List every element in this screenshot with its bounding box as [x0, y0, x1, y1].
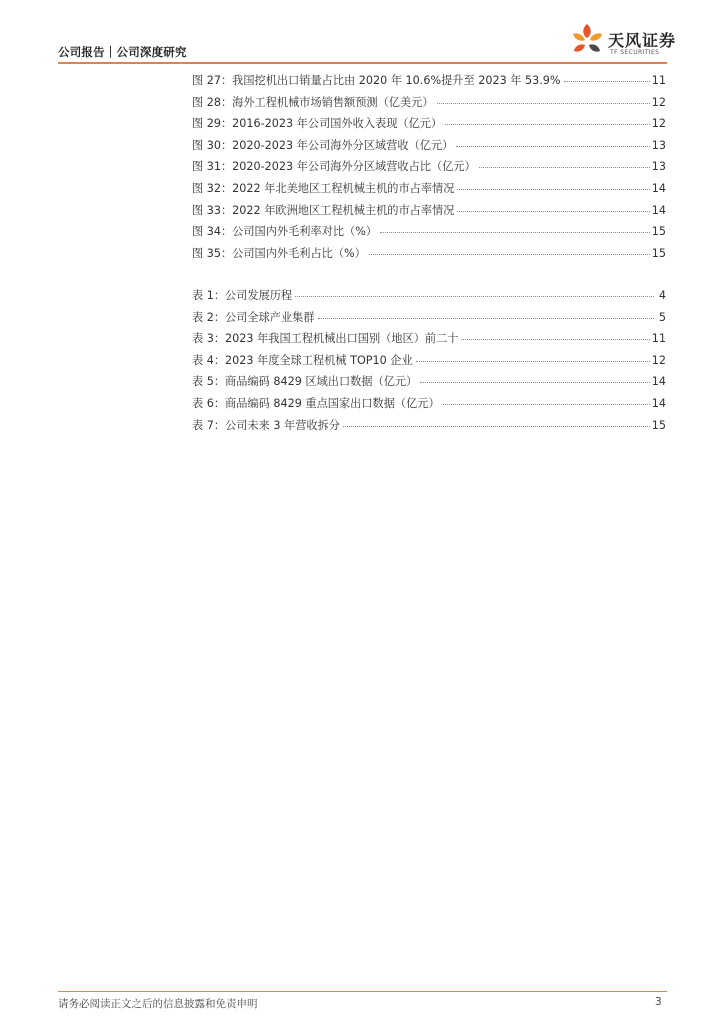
toc-entry-page: 14 [651, 396, 666, 410]
toc-entry-page: 13 [651, 160, 666, 174]
toc-entry[interactable] [192, 70, 666, 92]
dot-leader [456, 136, 649, 147]
dot-leader [479, 157, 650, 168]
dot-leader [343, 416, 650, 427]
figure-index [192, 70, 666, 264]
toc-entry-page: 12 [651, 117, 666, 131]
logo-name-cn: 天风证券 [608, 31, 677, 50]
dot-leader [457, 201, 649, 212]
toc-entry-page: 14 [651, 181, 666, 195]
toc-entry[interactable] [192, 285, 666, 307]
dot-leader [295, 286, 654, 297]
toc-entry-label: 表 5：商品编码 8429 区域出口数据（亿元） [192, 375, 418, 389]
toc-entry-label: 表 2：公司全球产业集群 [192, 310, 315, 324]
toc-entry-label: 图 28：海外工程机械市场销售额预测（亿美元） [192, 95, 434, 109]
dot-leader [443, 394, 650, 405]
toc-entry-label: 表 6：商品编码 8429 重点国家出口数据（亿元） [192, 396, 440, 410]
toc-entry-page: 11 [651, 332, 666, 346]
toc-entry-page: 4 [658, 289, 666, 302]
dot-leader [369, 244, 650, 255]
dot-leader [416, 351, 650, 362]
toc-entry-label: 图 32：2022 年北美地区工程机械主机的市占率情况 [192, 181, 455, 195]
dot-leader [445, 114, 650, 125]
dot-leader [318, 308, 654, 319]
dot-leader [461, 329, 649, 340]
toc-entry-page: 14 [651, 375, 666, 389]
toc-entry[interactable] [192, 393, 666, 415]
toc-entry-label: 表 3：2023 年我国工程机械出口国别（地区）前二十 [192, 332, 459, 346]
toc-entry[interactable] [192, 328, 666, 350]
toc-entry-page: 15 [651, 418, 666, 432]
toc-entry-label: 图 30：2020-2023 年公司海外分区域营收（亿元） [192, 138, 454, 152]
toc-entry[interactable] [192, 200, 666, 222]
toc-entry-label: 表 7：公司未来 3 年营收拆分 [192, 418, 340, 432]
toc-entry-label: 图 31：2020-2023 年公司海外分区域营收占比（亿元） [192, 160, 476, 174]
toc-entry[interactable] [192, 350, 666, 372]
toc-entry-page: 14 [651, 203, 666, 217]
toc-entry-page: 11 [651, 74, 666, 87]
toc-entry[interactable] [192, 135, 666, 157]
dot-leader [564, 71, 650, 82]
toc-entry[interactable] [192, 221, 666, 243]
toc-entry-page: 5 [658, 310, 666, 324]
toc-entry[interactable] [192, 415, 666, 437]
toc-entry-label: 表 4：2023 年度全球工程机械 TOP10 企业 [192, 353, 413, 367]
toc-entry[interactable] [192, 92, 666, 114]
footer-divider [58, 991, 667, 992]
toc-entry-label: 图 27：我国挖机出口销量占比由 2020 年 10.6%提升至 2023 年 53.9% [192, 74, 561, 87]
toc-entry-label: 表 1：公司发展历程 [192, 289, 293, 302]
toc-entry-page: 15 [651, 246, 666, 260]
dot-leader [420, 372, 649, 383]
toc-entry[interactable] [192, 113, 666, 135]
logo-flower-icon [570, 22, 606, 62]
dot-leader [380, 222, 650, 233]
toc-entry[interactable] [192, 243, 666, 265]
toc-entry-page: 12 [651, 95, 666, 109]
toc-entry-page: 13 [651, 138, 666, 152]
report-header-title: 公司报告｜公司深度研究 [58, 45, 187, 59]
toc-entry-page: 15 [651, 225, 666, 239]
footer-disclaimer: 请务必阅读正文之后的信息披露和免责申明 [58, 998, 258, 1010]
dot-leader [457, 179, 649, 190]
toc-entry-label: 图 35：公司国内外毛利占比（%） [192, 246, 366, 260]
toc-entry-label: 图 33：2022 年欧洲地区工程机械主机的市占率情况 [192, 203, 455, 217]
dot-leader [437, 93, 650, 104]
toc-entry[interactable] [192, 156, 666, 178]
toc-entry-label: 图 34：公司国内外毛利率对比（%） [192, 225, 378, 239]
table-index [192, 285, 666, 436]
toc-entry[interactable] [192, 371, 666, 393]
toc-entry[interactable] [192, 307, 666, 329]
logo-name-en: TF SECURITIES [610, 49, 660, 56]
toc-entry[interactable] [192, 178, 666, 200]
header-divider [58, 62, 667, 64]
page-number: 3 [655, 996, 662, 1008]
toc-entry-label: 图 29：2016-2023 年公司国外收入表现（亿元） [192, 117, 443, 131]
brand-logo [570, 22, 680, 62]
toc-entry-page: 12 [651, 353, 666, 367]
